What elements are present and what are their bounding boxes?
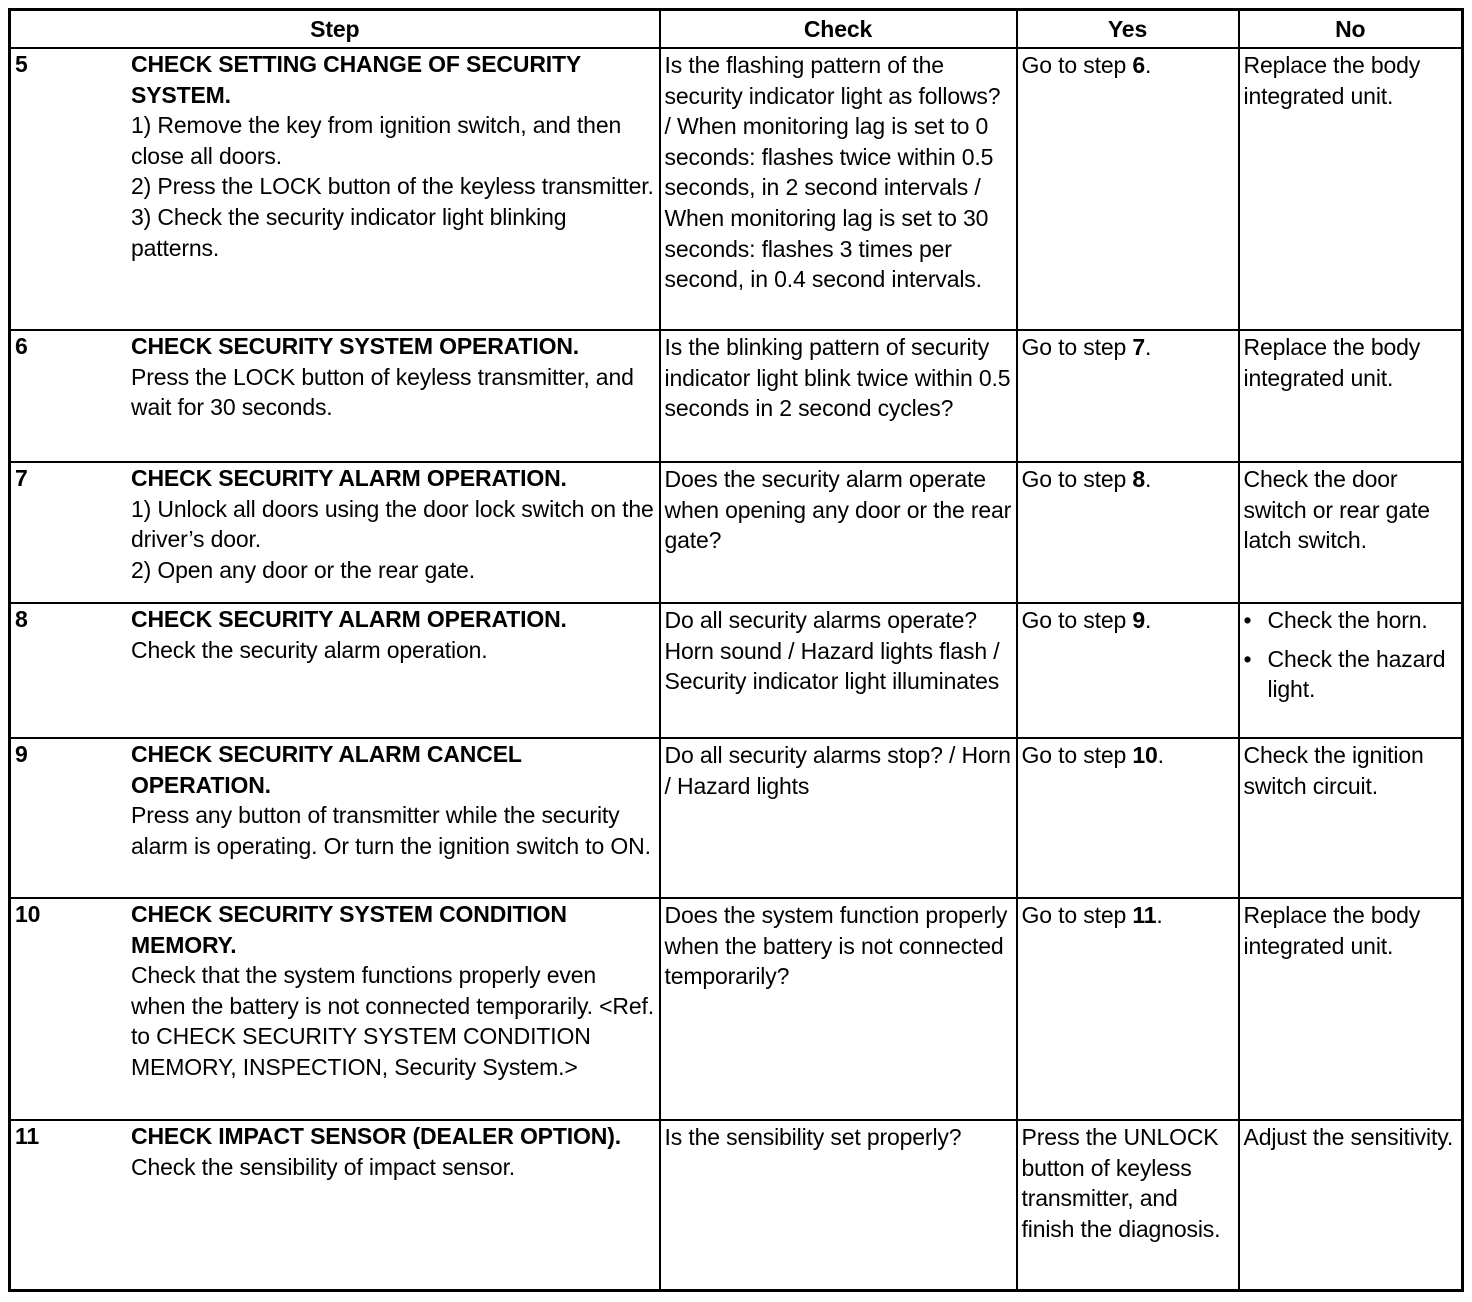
step-instruction: 3) Check the security indicator light blinking patterns. [131, 203, 567, 261]
step-title: CHECK SECURITY SYSTEM OPERATION. [131, 333, 580, 359]
yes-suffix: . [1157, 742, 1164, 768]
no-cell: Replace the body integrated unit. [1239, 898, 1463, 1120]
table-row [10, 330, 1463, 462]
step-cell [10, 330, 660, 462]
check-cell: Do all security alarms stop? / Horn / Hazard lights [660, 738, 1017, 898]
yes-prefix: Go to step [1021, 902, 1133, 928]
table-row [10, 462, 1463, 603]
step-number: 11 [15, 1123, 40, 1149]
yes-suffix: . [1145, 52, 1152, 78]
step-cell [10, 898, 660, 1120]
diagnosis-table [8, 8, 1464, 1292]
list-item: • Check the horn. [1244, 605, 1458, 636]
step-title: CHECK SECURITY ALARM CANCEL OPERATION. [131, 741, 522, 798]
yes-prefix: Go to step [1021, 52, 1133, 78]
step-title: CHECK SECURITY SYSTEM CONDITION MEMORY. [131, 901, 567, 958]
step-title: CHECK SECURITY ALARM OPERATION. [131, 606, 567, 632]
check-cell: Is the sensibility set properly? [660, 1120, 1017, 1290]
yes-cell [1017, 603, 1239, 738]
yes-cell [1017, 48, 1239, 330]
header-row [10, 10, 1463, 49]
list-item: • Check the hazard light. [1243, 645, 1446, 703]
table-row [10, 603, 1463, 738]
yes-step-number: 7 [1132, 334, 1146, 360]
step-cell [10, 603, 660, 738]
step-instruction: Check the security alarm operation. [131, 636, 488, 663]
yes-cell [1017, 330, 1239, 462]
step-cell [10, 1120, 660, 1290]
step-cell [10, 738, 660, 898]
yes-suffix: . [1156, 902, 1163, 928]
step-instruction: 2) Press the LOCK button of the keyless transmitter. [131, 173, 654, 200]
check-cell: Do all security alarms operate? Horn sound / Hazard lights flash / Security indicator light illuminates [660, 603, 1017, 738]
yes-step-number: 11 [1132, 902, 1157, 928]
header-check: Check [660, 10, 1017, 49]
step-title: CHECK SETTING CHANGE OF SECURITY SYSTEM. [131, 51, 581, 108]
yes-suffix: . [1145, 466, 1152, 492]
step-number: 6 [15, 333, 28, 359]
step-cell [10, 48, 660, 330]
step-instruction: Check the sensibility of impact sensor. [131, 1153, 516, 1180]
header-no: No [1239, 10, 1463, 49]
table-row [10, 898, 1463, 1120]
yes-suffix: . [1145, 607, 1152, 633]
yes-prefix: Go to step [1021, 742, 1133, 768]
yes-cell [1017, 1120, 1239, 1290]
bullet-dot-icon: • [1243, 607, 1252, 633]
step-instruction: 1) Unlock all doors using the door lock switch on the driver’s door. [131, 495, 654, 553]
yes-cell [1017, 462, 1239, 603]
no-cell [1239, 603, 1463, 738]
yes-step-number: 8 [1132, 466, 1146, 492]
yes-cell [1017, 898, 1239, 1120]
step-number: 5 [15, 51, 28, 77]
no-cell: Check the ignition switch circuit. [1239, 738, 1463, 898]
no-cell: Replace the body integrated unit. [1239, 330, 1463, 462]
check-cell: Is the blinking pattern of security indicator light blink twice within 0.5 seconds in 2 second cycles? [660, 330, 1017, 462]
no-cell: Check the door switch or rear gate latch switch. [1239, 462, 1463, 603]
step-instruction: 1) Remove the key from ignition switch, and then close all doors. [131, 112, 622, 169]
step-number: 9 [15, 741, 28, 767]
step-number: 7 [15, 465, 28, 491]
yes-step-number: 6 [1132, 52, 1146, 78]
bullet-dot-icon: • [1243, 645, 1252, 672]
check-cell: Does the security alarm operate when opening any door or the rear gate? [660, 462, 1017, 603]
step-instruction: Press the LOCK button of keyless transmitter, and wait for 30 seconds. [131, 363, 634, 421]
step-number: 8 [15, 606, 28, 632]
table-row [10, 738, 1463, 898]
no-cell: Adjust the sensitivity. [1239, 1120, 1463, 1290]
yes-suffix: . [1145, 334, 1152, 360]
step-instruction: 2) Open any door or the rear gate. [131, 556, 475, 583]
check-cell: Is the flashing pattern of the security indicator light as follows? / When monitoring lag is set to 0 seconds: flashes twice within 0.5 seconds, in 2 second intervals / When monitoring lag is set to 30 seconds: flashes 3 times per second, in 0.4 second intervals. [660, 48, 1017, 330]
header-yes: Yes [1017, 10, 1239, 49]
yes-prefix: Go to step [1021, 607, 1133, 633]
no-cell: Replace the body integrated unit. [1239, 48, 1463, 330]
check-cell: Does the system function properly when the battery is not connected temporarily? [660, 898, 1017, 1120]
step-instruction: Check that the system functions properly even when the battery is not connected temporarily. <Ref. to CHECK SECURITY SYSTEM CONDITION MEMORY, INSPECTION, Security System.> [131, 962, 654, 1080]
yes-prefix: Go to step [1021, 466, 1133, 492]
step-title: CHECK IMPACT SENSOR (DEALER OPTION). [131, 1123, 621, 1149]
step-number: 10 [15, 901, 41, 927]
header-step: Step [10, 10, 660, 49]
yes-prefix: Go to step [1021, 334, 1133, 360]
table-row [10, 1120, 1463, 1290]
yes-cell [1017, 738, 1239, 898]
yes-prefix: Press the UNLOCK button of keyless transmitter, and finish the diagnosis. [1021, 1124, 1221, 1242]
step-title: CHECK SECURITY ALARM OPERATION. [131, 465, 567, 491]
table-row [10, 48, 1463, 330]
step-cell [10, 462, 660, 603]
yes-step-number: 10 [1132, 742, 1158, 768]
step-instruction: Press any button of transmitter while the security alarm is operating. Or turn the ignition switch to ON. [131, 802, 651, 859]
yes-step-number: 9 [1132, 607, 1146, 633]
